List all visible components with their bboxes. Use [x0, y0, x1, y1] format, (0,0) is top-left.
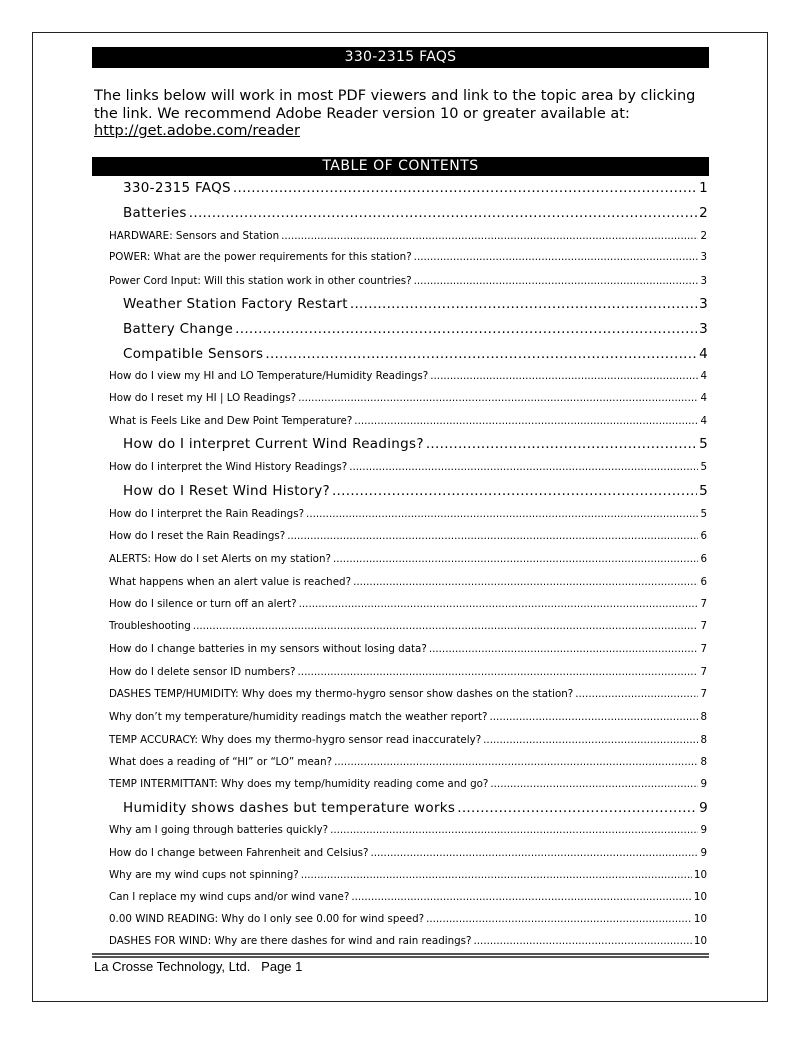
- toc-leader: [426, 436, 697, 452]
- toc-leader: [298, 666, 699, 678]
- toc-entry-label: What happens when an alert value is reached?: [109, 576, 352, 588]
- toc-entry-label: How do I delete sensor ID numbers?: [109, 666, 296, 678]
- toc-leader: [332, 483, 697, 499]
- toc-entry[interactable]: [109, 370, 707, 382]
- toc-entry[interactable]: [109, 530, 707, 542]
- toc-entry[interactable]: [109, 869, 707, 881]
- toc-entry[interactable]: [109, 847, 707, 859]
- toc-entry-label: What does a reading of “HI” or “LO” mean?: [109, 756, 333, 768]
- toc-entry-label: How do I interpret Current Wind Readings?: [123, 436, 424, 452]
- toc-entry[interactable]: [109, 576, 707, 588]
- toc-entry[interactable]: [109, 756, 707, 768]
- toc-entry-label: Battery Change: [123, 321, 234, 337]
- toc-entry[interactable]: [109, 778, 707, 790]
- toc-entry[interactable]: [109, 620, 707, 632]
- toc-leader: [426, 913, 692, 925]
- intro-text: The links below will work in most PDF viewers and link to the topic area by clicking the link. We recommend Adobe Reader version 10 or greater available at:: [94, 88, 696, 122]
- toc-entry-label: ALERTS: How do I set Alerts on my station?: [109, 553, 331, 565]
- toc-entry-page: 3: [699, 321, 708, 337]
- toc-entry-label: 330-2315 FAQS: [123, 180, 231, 196]
- toc-entry-page: 9: [700, 824, 707, 836]
- toc-entry[interactable]: [109, 935, 707, 947]
- toc-entry-page: 7: [700, 643, 707, 655]
- toc-entry-page: 9: [699, 800, 708, 816]
- toc-entry-page: 7: [700, 666, 707, 678]
- toc-entry-label: TEMP ACCURACY: Why does my thermo-hygro sensor read inaccurately?: [109, 734, 482, 746]
- toc-entry[interactable]: [109, 824, 707, 836]
- toc-entry[interactable]: [109, 688, 707, 700]
- toc-entry-label: DASHES FOR WIND: Why are there dashes for wind and rain readings?: [109, 935, 472, 947]
- toc-entry[interactable]: [123, 483, 708, 499]
- toc-entry-label: 0.00 WIND READING: Why do I only see 0.00 for wind speed?: [109, 913, 425, 925]
- toc-leader: [353, 576, 698, 588]
- toc-leader: [457, 800, 697, 816]
- toc-entry-page: 10: [693, 935, 707, 947]
- toc-entry-label: How do I interpret the Wind History Readings?: [109, 461, 348, 473]
- toc-leader: [414, 251, 699, 263]
- toc-entry-label: How do I silence or turn off an alert?: [109, 598, 297, 610]
- toc-leader: [298, 392, 698, 404]
- toc-entry-label: Why don’t my temperature/humidity readings match the weather report?: [109, 711, 488, 723]
- toc-entry[interactable]: [109, 913, 707, 925]
- footer-rule-bottom: [92, 956, 709, 958]
- toc-entry-label: Power Cord Input: Will this station work in other countries?: [109, 275, 412, 287]
- toc-entry[interactable]: [109, 734, 707, 746]
- toc-leader: [575, 688, 698, 700]
- toc-leader: [334, 756, 698, 768]
- toc-leader: [235, 321, 697, 337]
- toc-entry-label: HARDWARE: Sensors and Station: [109, 230, 280, 242]
- toc-entry[interactable]: [109, 508, 707, 520]
- toc-entry[interactable]: [109, 415, 707, 427]
- toc-entry-page: 7: [700, 598, 707, 610]
- toc-leader: [370, 847, 698, 859]
- toc-entry-page: 4: [699, 346, 708, 362]
- toc-entry-page: 2: [699, 205, 708, 221]
- toc-entry-page: 3: [699, 296, 708, 312]
- toc-entry-label: DASHES TEMP/HUMIDITY: Why does my thermo-hygro sensor show dashes on the station?: [109, 688, 574, 700]
- toc-entry-page: 4: [700, 415, 707, 427]
- toc-entry-label: Compatible Sensors: [123, 346, 264, 362]
- toc-leader: [333, 553, 698, 565]
- toc-entry-label: Why are my wind cups not spinning?: [109, 869, 299, 881]
- toc-entry-label: Humidity shows dashes but temperature works: [123, 800, 456, 816]
- toc-entry[interactable]: [123, 800, 708, 816]
- adobe-reader-link[interactable]: http://get.adobe.com/reader: [94, 123, 300, 139]
- page-footer: La Crosse Technology, Ltd. Page 1: [94, 959, 303, 974]
- toc-leader: [430, 370, 698, 382]
- toc-entry-label: Can I replace my wind cups and/or wind vane?: [109, 891, 350, 903]
- toc-entry[interactable]: [109, 711, 707, 723]
- toc-entry-page: 6: [700, 530, 707, 542]
- toc-entry-label: Weather Station Factory Restart: [123, 296, 348, 312]
- toc-entry-label: POWER: What are the power requirements for this station?: [109, 251, 412, 263]
- toc-entry-page: 9: [700, 847, 707, 859]
- toc-entry[interactable]: [109, 461, 707, 473]
- toc-entry-page: 7: [700, 620, 707, 632]
- toc-entry-label: TEMP INTERMITTANT: Why does my temp/humidity reading come and go?: [109, 778, 489, 790]
- toc-entry-label: How do I change between Fahrenheit and Celsius?: [109, 847, 369, 859]
- toc-entry-page: 10: [693, 913, 707, 925]
- toc-leader: [299, 598, 699, 610]
- toc-leader: [474, 935, 692, 947]
- toc-entry-page: 7: [700, 688, 707, 700]
- toc-leader: [330, 824, 698, 836]
- toc-leader: [350, 296, 697, 312]
- toc-entry-page: 5: [699, 436, 708, 452]
- toc-entry-page: 6: [700, 553, 707, 565]
- toc-entry[interactable]: [123, 436, 708, 452]
- toc-leader: [354, 415, 698, 427]
- toc-heading: TABLE OF CONTENTS: [92, 157, 709, 176]
- toc-entry-page: 5: [699, 483, 708, 499]
- toc-leader: [306, 508, 698, 520]
- document-title: 330-2315 FAQS: [92, 47, 709, 68]
- toc-entry-page: 5: [700, 461, 707, 473]
- toc-entry-page: 6: [700, 576, 707, 588]
- toc-leader: [265, 346, 697, 362]
- toc-leader: [351, 891, 692, 903]
- toc-entry-page: 3: [700, 251, 707, 263]
- toc-entry-page: 10: [693, 869, 707, 881]
- toc-entry[interactable]: [109, 553, 707, 565]
- toc-entry-label: How do I reset my HI | LO Readings?: [109, 392, 297, 404]
- toc-entry[interactable]: [123, 180, 708, 196]
- toc-entry-page: 10: [693, 891, 707, 903]
- toc-entry-page: 1: [699, 180, 708, 196]
- toc-leader: [490, 778, 698, 790]
- toc-leader: [193, 620, 699, 632]
- toc-leader: [281, 230, 698, 242]
- toc-leader: [349, 461, 698, 473]
- toc-entry-label: How do I change batteries in my sensors without losing data?: [109, 643, 427, 655]
- toc-entry-label: Batteries: [123, 205, 187, 221]
- toc-entry-label: How do I view my HI and LO Temperature/Humidity Readings?: [109, 370, 429, 382]
- toc-entry-page: 4: [700, 370, 707, 382]
- toc-leader: [490, 711, 699, 723]
- toc-leader: [233, 180, 697, 196]
- toc-leader: [189, 205, 697, 221]
- footer-rule-top: [92, 953, 709, 955]
- toc-entry[interactable]: [109, 230, 707, 242]
- toc-entry[interactable]: [123, 346, 708, 362]
- toc-entry-label: Troubleshooting: [109, 620, 191, 632]
- toc-leader: [483, 734, 698, 746]
- toc-entry-page: 9: [700, 778, 707, 790]
- toc-leader: [414, 275, 699, 287]
- toc-entry[interactable]: [109, 392, 707, 404]
- toc-entry-page: 4: [700, 392, 707, 404]
- toc-entry[interactable]: [123, 321, 708, 337]
- toc-entry[interactable]: [109, 275, 707, 287]
- toc-entry[interactable]: [109, 251, 707, 263]
- toc-entry-label: How do I Reset Wind History?: [123, 483, 330, 499]
- toc-entry-page: 8: [700, 734, 707, 746]
- toc-entry[interactable]: [109, 666, 707, 678]
- toc-entry-page: 8: [700, 756, 707, 768]
- toc-entry-label: How do I reset the Rain Readings?: [109, 530, 286, 542]
- toc-entry-label: Why am I going through batteries quickly?: [109, 824, 329, 836]
- toc-entry[interactable]: [123, 296, 708, 312]
- toc-entry-label: How do I interpret the Rain Readings?: [109, 508, 305, 520]
- toc-entry-page: 2: [700, 230, 707, 242]
- toc-entry-label: What is Feels Like and Dew Point Temperature?: [109, 415, 353, 427]
- toc-entry[interactable]: [109, 643, 707, 655]
- toc-entry-page: 5: [700, 508, 707, 520]
- toc-leader: [301, 869, 692, 881]
- toc-leader: [429, 643, 699, 655]
- toc-leader: [287, 530, 698, 542]
- toc-entry[interactable]: [123, 205, 708, 221]
- toc-entry-page: 3: [700, 275, 707, 287]
- toc-entry-page: 8: [700, 711, 707, 723]
- toc-entry[interactable]: [109, 598, 707, 610]
- toc-entry[interactable]: [109, 891, 707, 903]
